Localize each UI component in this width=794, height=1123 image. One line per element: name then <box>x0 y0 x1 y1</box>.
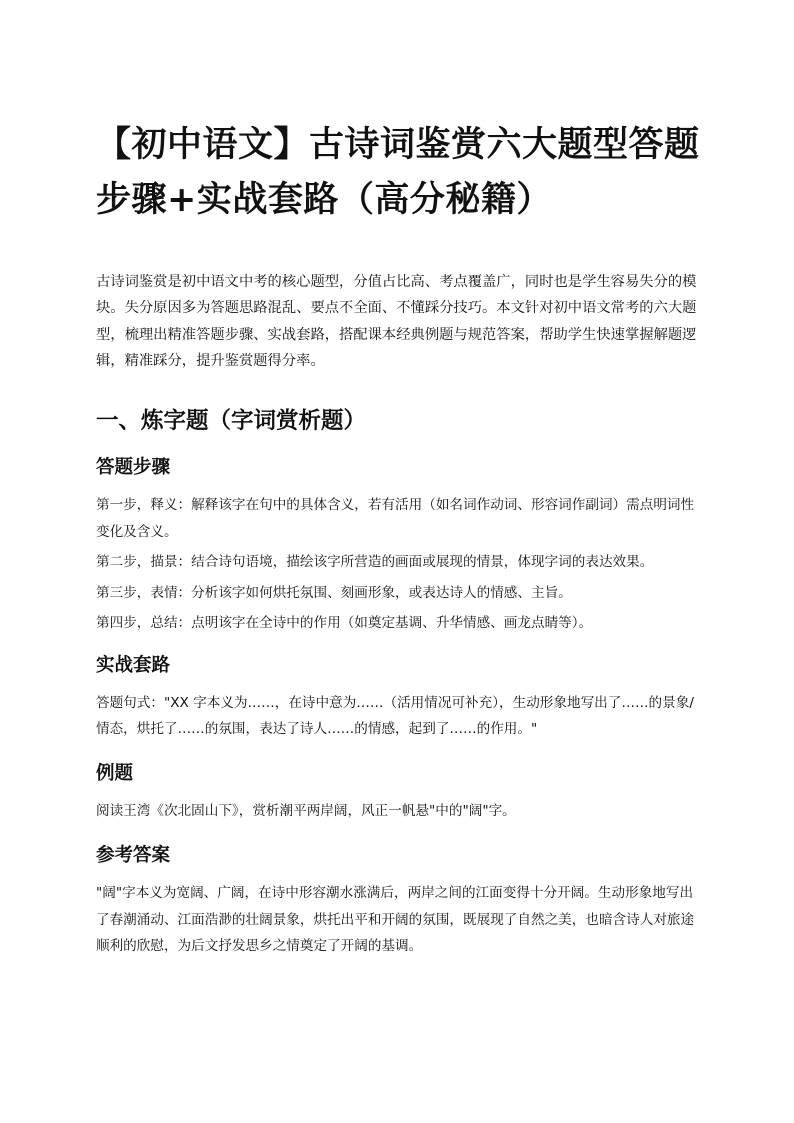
example-heading: 例题 <box>96 762 134 784</box>
combat-paragraph: 答题句式："XX 字本义为……，在诗中意为……（活用情况可补充），生动形象地写出了……的景象/情态，烘托了……的氛围，表达了诗人……的情感，起到了……的作用。" <box>96 694 694 738</box>
title-line-2: 步骤+实战套路（高分秘籍） <box>96 180 552 220</box>
document-page <box>96 118 706 960</box>
answer-heading: 参考答案 <box>96 845 171 867</box>
steps-list <box>96 492 706 637</box>
document-title <box>96 118 706 228</box>
step-item-2: 第二步，描景：结合诗句语境，描绘该字所营造的画面或展现的情景，体现字词的表达效果。 <box>96 554 654 571</box>
step-item-4: 第四步，总结：点明该字在全诗中的作用（如奠定基调、升华情感、画龙点睛等）。 <box>96 615 593 632</box>
title-line-1: 【初中语文】古诗词鉴赏六大题型答题 <box>96 125 700 165</box>
combat-heading: 实战套路 <box>96 654 171 676</box>
section-heading-1: 一、炼字题（字词赏析题） <box>96 408 367 435</box>
answer-paragraph: "阔"字本义为宽阔、广阔，在诗中形容潮水涨满后，两岸之间的江面变得十分开阔。生动形象地写出了春潮涌动、江面浩渺的壮阔景象，烘托出平和开阔的氛围，既展现了自然之美，也暗含诗人对旅途顺利的欣慰，为后文抒发思乡之情奠定了开阔的基调。 <box>96 885 695 955</box>
step-item-1: 第一步，释义：解释该字在句中的具体含义，若有活用（如名词作动词、形容词作副词）需点明词性变化及含义。 <box>96 497 695 540</box>
example-paragraph: 阅读王湾《次北固山下》，赏析潮平两岸阔，风正一帆悬"中的"阔"字。 <box>96 802 516 819</box>
step-item-3: 第三步，表情：分析该字如何烘托氛围、刻画形象，或表达诗人的情感、主旨。 <box>96 584 572 601</box>
intro-paragraph: 古诗词鉴赏是初中语文中考的核心题型，分值占比高、考点覆盖广，同时也是学生容易失分的模块。失分原因多为答题思路混乱、要点不全面、不懂踩分技巧。本文针对初中语文常考的六大题型，梳理出精准答题步骤、实战套路，搭配课本经典例题与规范答案，帮助学生快速掌握解题逻辑，精准踩分，提升鉴赏题得分率。 <box>96 274 697 369</box>
steps-heading: 答题步骤 <box>96 457 171 479</box>
